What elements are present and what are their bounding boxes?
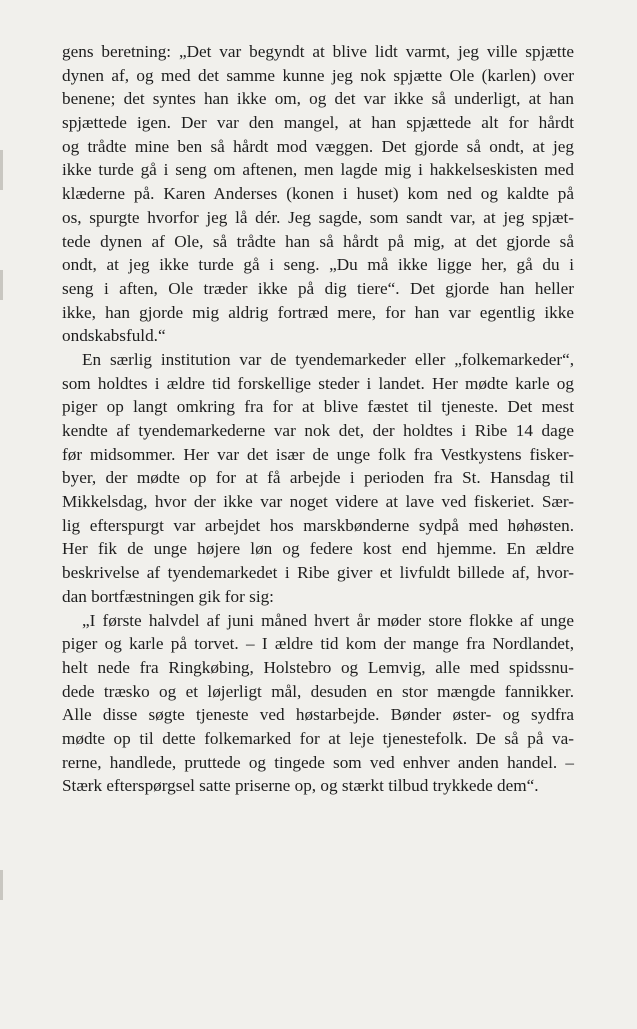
text-line: piger op langt omkring fra for at blive fæstet til tjeneste. Det mest (62, 397, 574, 417)
text-line: Alle disse søgte tjeneste ved høstarbejde. Bønder øster- og sydfra (62, 705, 574, 725)
text-line: ikke, han gjorde mig aldrig fortræd mere, for han var egentlig ikke (62, 302, 574, 322)
text-line: beskrivelse af tyendemarkedet i Ribe giver et livfuldt billede af, hvor- (62, 563, 574, 583)
text-line: og trådte mine ben så hårdt mod væggen. Det gjorde så ondt, at jeg (62, 136, 574, 156)
text-line: spjættede igen. Der var den mangel, at han spjættede alt for hårdt (62, 113, 574, 133)
body-text (62, 40, 574, 798)
paragraph (62, 609, 574, 799)
text-line: tede dynen af Ole, så trådte han så hårdt på mig, at det gjorde så (62, 231, 574, 251)
text-line: mødte op til dette folkemarked for at leje tjenestefolk. De så på va- (62, 728, 574, 748)
text-line: dede træsko og et løjerligt mål, desuden en stor mængde fannikker. (62, 681, 574, 701)
text-line: ikke turde gå i seng om aftenen, men lagde mig i hakkelseskisten med (62, 160, 574, 180)
text-line: ondskabsfuld.“ (62, 326, 166, 346)
text-line: seng i aften, Ole træder ikke på dig tiere“. Det gjorde han heller (62, 278, 574, 298)
text-line: helt nede fra Ringkøbing, Holstebro og Lemvig, alle med spidssnu- (62, 657, 574, 677)
text-line: piger og karle på torvet. – I ældre tid kom der mange fra Nordlandet, (62, 634, 574, 654)
text-line: En særlig institution var de tyendemarkeder eller „folkemarkeder“, (82, 349, 574, 369)
text-line: byer, der mødte op for at få arbejde i perioden fra St. Hansdag til (62, 468, 574, 488)
text-line: lig efterspurgt var arbejdet hos marskbønderne sydpå med høhøsten. (62, 515, 574, 535)
text-line: „I første halvdel af juni måned hvert år møder store flokke af unge (82, 610, 574, 630)
text-line: ondt, at jeg ikke turde gå i seng. „Du må ikke ligge her, gå du i (62, 255, 574, 275)
text-line: dan bortfæstningen gik for sig: (62, 586, 274, 606)
paragraph (62, 40, 574, 348)
text-line: som holdtes i ældre tid forskellige steder i landet. Her mødte karle og (62, 373, 574, 393)
text-line: dynen af, og med det samme kunne jeg nok spjætte Ole (karlen) over (62, 65, 574, 85)
text-line: gens beretning: „Det var begyndt at blive lidt varmt, jeg ville spjætte (62, 42, 574, 61)
text-line: Her fik de unge højere løn og federe kost end hjemme. En ældre (62, 539, 574, 559)
text-line: Mikkelsdag, hvor der ikke var noget videre at lave ved fiskeriet. Sær- (62, 492, 574, 512)
text-line: kendte af tyendemarkederne var nok det, der holdtes i Ribe 14 dage (62, 421, 574, 440)
text-line: Stærk efterspørgsel satte priserne op, og stærkt tilbud trykkede dem“. (62, 776, 539, 796)
text-line: benene; det syntes han ikke om, og det var ikke så underligt, at han (62, 89, 574, 109)
page-edge-shadow (0, 870, 3, 900)
text-line: rerne, handlede, pruttede og tingede som ved enhver anden handel. – (62, 752, 574, 772)
page-edge-shadow (0, 150, 3, 190)
text-line: os, spurgte hvorfor jeg lå dér. Jeg sagde, som sandt var, at jeg spjæt- (62, 207, 574, 227)
page-edge-shadow (0, 270, 3, 300)
paragraph (62, 348, 574, 609)
text-line: før midsommer. Her var det især de unge folk fra Vestkystens fisker- (62, 444, 574, 464)
text-line: klæderne på. Karen Anderses (konen i huset) kom ned og kaldte på (62, 184, 574, 204)
